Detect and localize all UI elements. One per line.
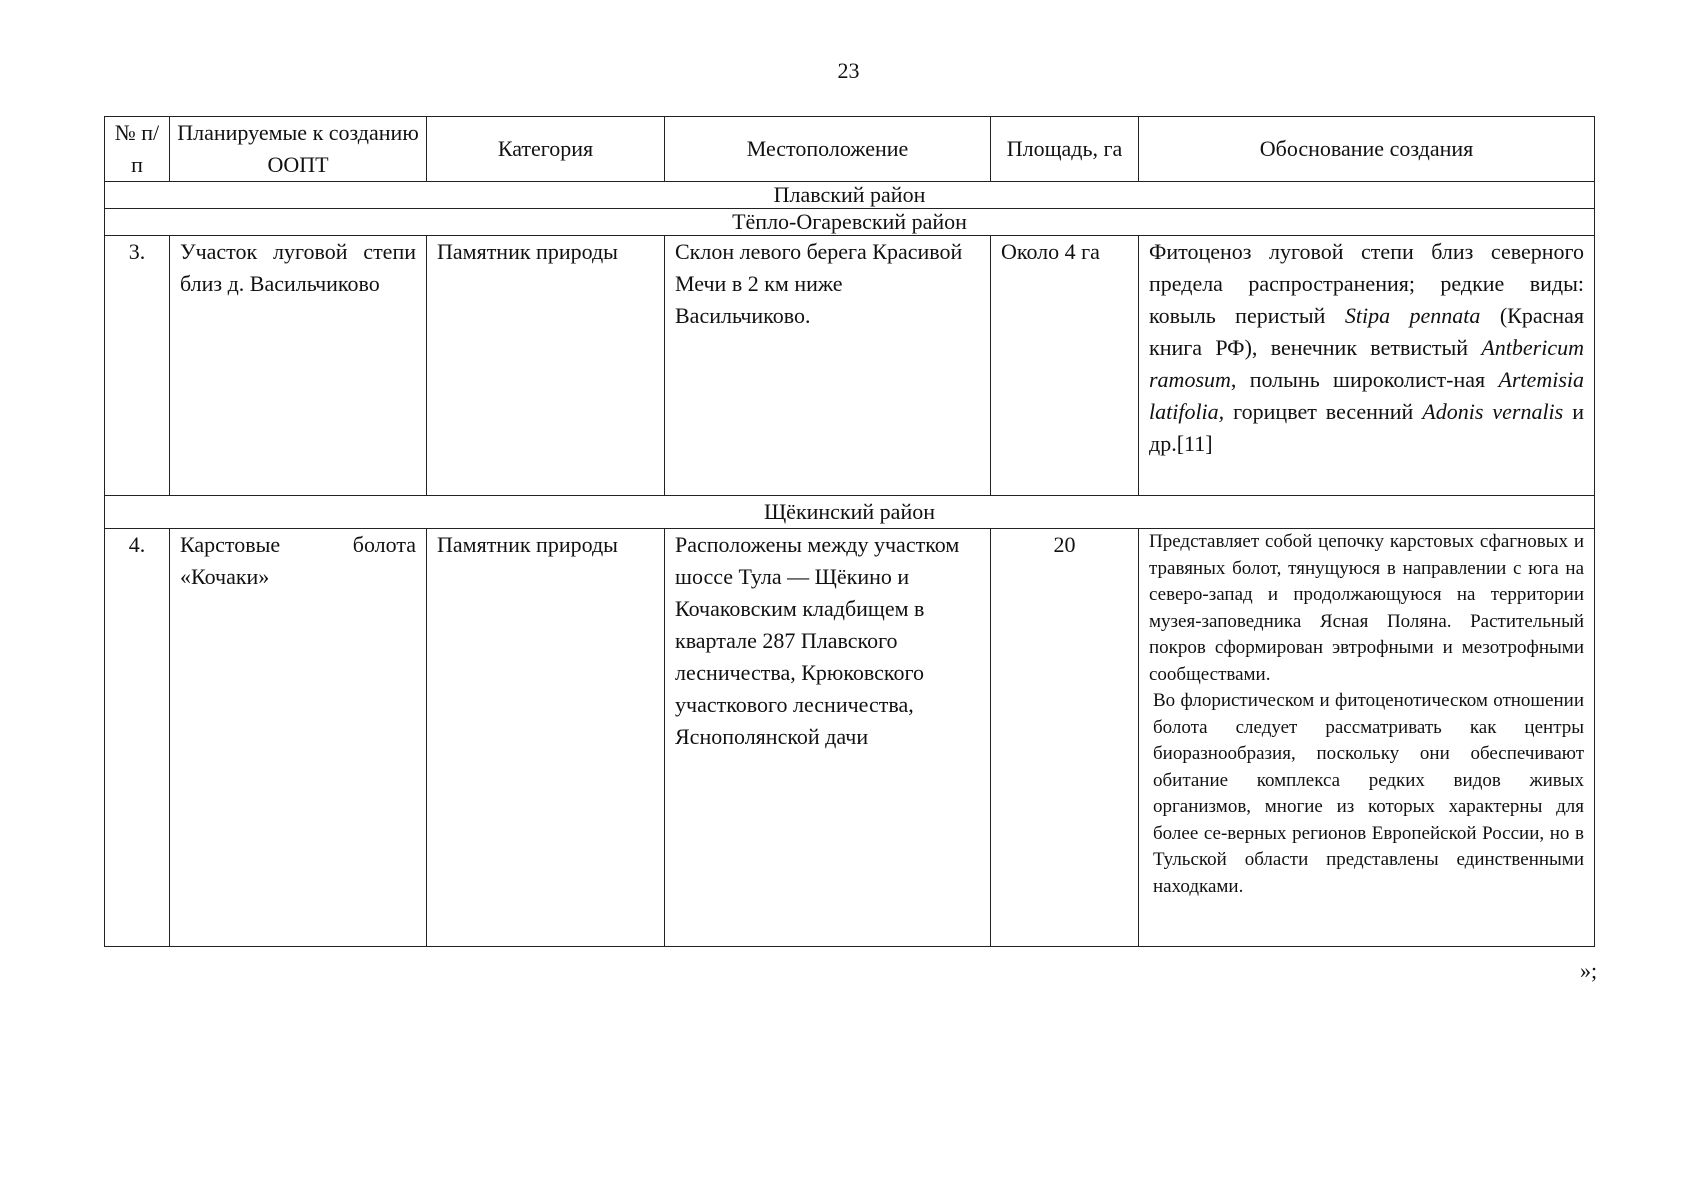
closing-quote-mark: »; xyxy=(1580,958,1598,983)
row-category: Памятник природы xyxy=(427,236,665,496)
row-location: Расположены между участком шоссе Тула — Щёкино и Кочаковским кладбищем в квартале 287 Плавского лесничества, Крюковского участкового лесничества, Яснополянской дачи xyxy=(665,529,991,947)
section-title-teplo-ogarevsky: Тёпло-Огаревский район xyxy=(105,209,1595,236)
species-name: Artemisia latifolia, xyxy=(1149,367,1584,424)
row-number: 3. xyxy=(105,236,170,496)
section-row xyxy=(105,182,1595,209)
header-area: Площадь, га xyxy=(991,117,1139,182)
row-area: 20 xyxy=(991,529,1139,947)
section-title-plavsky: Плавский район xyxy=(105,182,1595,209)
header-location: Местоположение xyxy=(665,117,991,182)
section-title-shchekinsky: Щёкинский район xyxy=(105,496,1595,529)
justification-paragraph: Во флористическом и фитоценотическом отношении болота следует рассматривать как центры биоразнообразия, поскольку они обеспечивают обитание комплекса редких видов живых организмов, многие из которых характерны для более се-верных регионов Европейской России, но в Тульской области представлены единственными находками. xyxy=(1153,690,1584,897)
oopt-table xyxy=(104,116,1595,947)
row-justification: Фитоценоз луговой степи близ северного предела распространения; редкие виды: ковыль перистый Stipa pennata (Красная книга РФ), венечник ветвистый Antbericum ramosum, полынь широколист-ная Artemisia latifolia, горицвет весенний Adonis vernalis и др.[11] xyxy=(1139,236,1595,496)
header-name: Планируемые к созданию ООПТ xyxy=(170,117,427,182)
header-number: № п/п xyxy=(105,117,170,182)
row-category: Памятник природы xyxy=(427,529,665,947)
page-number: 23 xyxy=(837,58,860,83)
species-name: Stipa pennata xyxy=(1344,303,1481,328)
row-justification xyxy=(1139,529,1595,947)
row-location: Склон левого берега Красивой Мечи в 2 км ниже Васильчиково. xyxy=(665,236,991,496)
row-name: Участок луговой степи близ д. Васильчиково xyxy=(170,236,427,496)
table-header-row xyxy=(105,117,1595,182)
table-row xyxy=(105,236,1595,496)
section-row xyxy=(105,209,1595,236)
justification-paragraph: Представляет собой цепочку карстовых сфагновых и травяных болот, тянущуюся в направлении с юга на северо-запад и продолжающуюся на территории музея-заповедника Ясная Поляна. Растительный покров сформирован эвтрофными и мезотрофными сообществами. xyxy=(1149,531,1584,685)
row-number: 4. xyxy=(105,529,170,947)
table-row xyxy=(105,529,1595,947)
section-row xyxy=(105,496,1595,529)
header-justification: Обоснование создания xyxy=(1139,117,1595,182)
row-name: Карстовые болота «Кочаки» xyxy=(170,529,427,947)
species-name: Antbericum ramosum xyxy=(1149,335,1584,392)
header-category: Категория xyxy=(427,117,665,182)
row-area: Около 4 га xyxy=(991,236,1139,496)
species-name: Adonis vernalis xyxy=(1422,399,1564,424)
